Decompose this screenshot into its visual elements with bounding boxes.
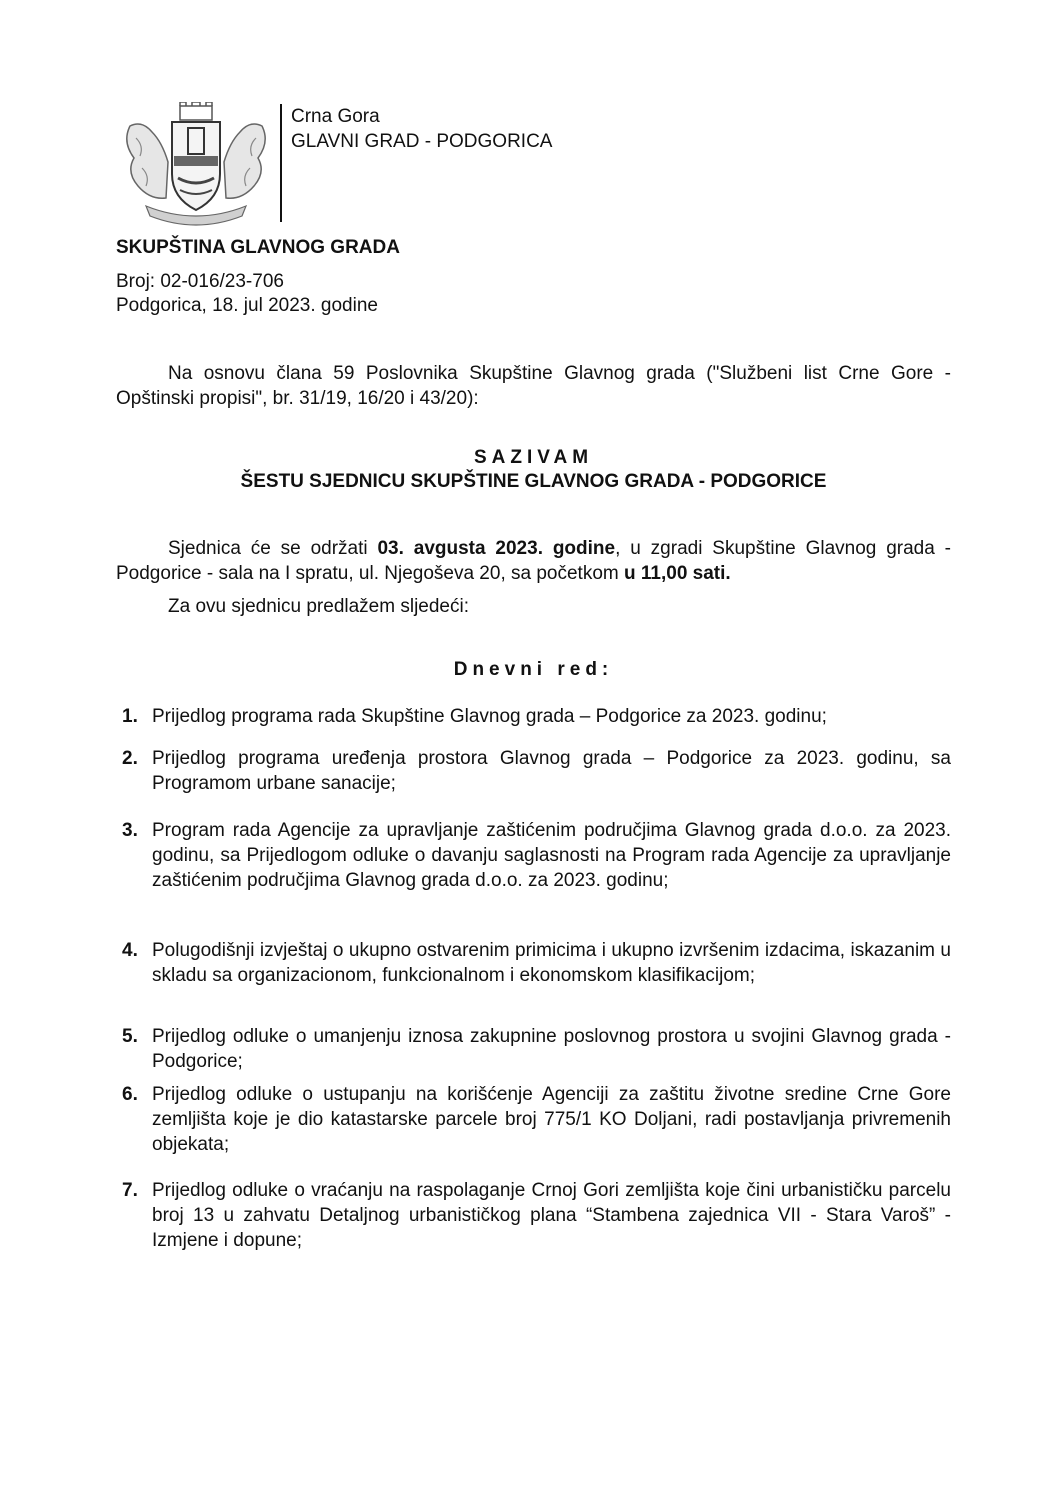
agenda-item-number: 6. [122, 1084, 138, 1105]
agenda-item-number: 5. [122, 1026, 138, 1047]
agenda-item-text: Prijedlog odluke o ustupanju na korišćenje Agenciji za zaštitu životne sredine Crne Gore zemljišta koje je dio katastarske parcele broj 775/1 KO Doljani, radi postavljanja privremenih objekata; [152, 1084, 951, 1155]
header-country: Crna Gora [291, 106, 380, 127]
agenda-item-text: Prijedlog odluke o vraćanju na raspolaganje Crnoj Gori zemljišta koje čini urbanističku parcelu broj 13 u zahvatu Detaljnog urbanističkog plana “Stambena zajednica VII - Stara Varoš” - Izmjene i dopune; [152, 1180, 951, 1251]
agenda-item-number: 4. [122, 940, 138, 961]
assembly-name: SKUPŠTINA GLAVNOG GRADA [116, 237, 400, 258]
session-text-2: , u zgradi Skupštine Glavnog grada - Podgorice - sala na I spratu, ul. Njegoševa 20, sa početkom [116, 538, 951, 584]
coat-of-arms-icon [116, 102, 276, 228]
agenda-item-number: 7. [122, 1180, 138, 1201]
agenda-item [116, 1082, 951, 1157]
place-date: Podgorica, 18. jul 2023. godine [116, 295, 378, 316]
header-city: GLAVNI GRAD - PODGORICA [291, 131, 553, 152]
session-details [116, 536, 951, 586]
agenda-item [116, 1024, 951, 1074]
agenda-item [116, 704, 951, 729]
title-session: ŠESTU SJEDNICU SKUPŠTINE GLAVNOG GRADA - PODGORICE [240, 471, 827, 492]
agenda-item [116, 818, 951, 893]
agenda-heading: Dnevni red: [453, 659, 614, 680]
agenda-item-text: Program rada Agencije za upravljanje zaštićenim područjima Glavnog grada d.o.o. za 2023. godinu, sa Prijedlogom odluke o davanju saglasnosti na Program rada Agencije za upravljanje zaštićenim područjima Glavnog grada d.o.o. za 2023. godinu; [152, 820, 951, 891]
session-date: 03. avgusta 2023. godine [377, 538, 616, 559]
agenda-item-text: Prijedlog odluke o umanjenju iznosa zakupnine poslovnog prostora u svojini Glavnog grada - Podgorice; [152, 1026, 951, 1072]
agenda-item-number: 3. [122, 820, 138, 841]
agenda-item-text: Prijedlog programa rada Skupštine Glavnog grada – Podgorice za 2023. godinu; [152, 706, 827, 727]
document-number: Broj: 02-016/23-706 [116, 271, 284, 292]
session-time: u 11,00 sati. [624, 563, 731, 584]
session-text-1: Sjednica će se održati [168, 538, 378, 559]
agenda-item-number: 1. [122, 706, 138, 727]
agenda-item [116, 746, 951, 796]
agenda-item-text: Prijedlog programa uređenja prostora Glavnog grada – Podgorice za 2023. godinu, sa Programom urbane sanacije; [152, 748, 951, 794]
agenda-item [116, 1178, 951, 1253]
agenda-item-number: 2. [122, 748, 138, 769]
agenda-intro: Za ovu sjednicu predlažem sljedeći: [168, 596, 469, 617]
agenda-item-text: Polugodišnji izvještaj o ukupno ostvarenim primicima i ukupno izvršenim izdacima, iskazanim u skladu sa organizacionom, funkcionalnom i ekonomskom klasifikacijom; [152, 940, 951, 986]
preamble: Na osnovu člana 59 Poslovnika Skupštine Glavnog grada ("Službeni list Crne Gore - Opštinski propisi", br. 31/19, 16/20 i 43/20): [116, 363, 951, 409]
title-convene: SAZIVAM [473, 447, 594, 468]
header-divider [280, 104, 282, 222]
agenda-item [116, 938, 951, 988]
